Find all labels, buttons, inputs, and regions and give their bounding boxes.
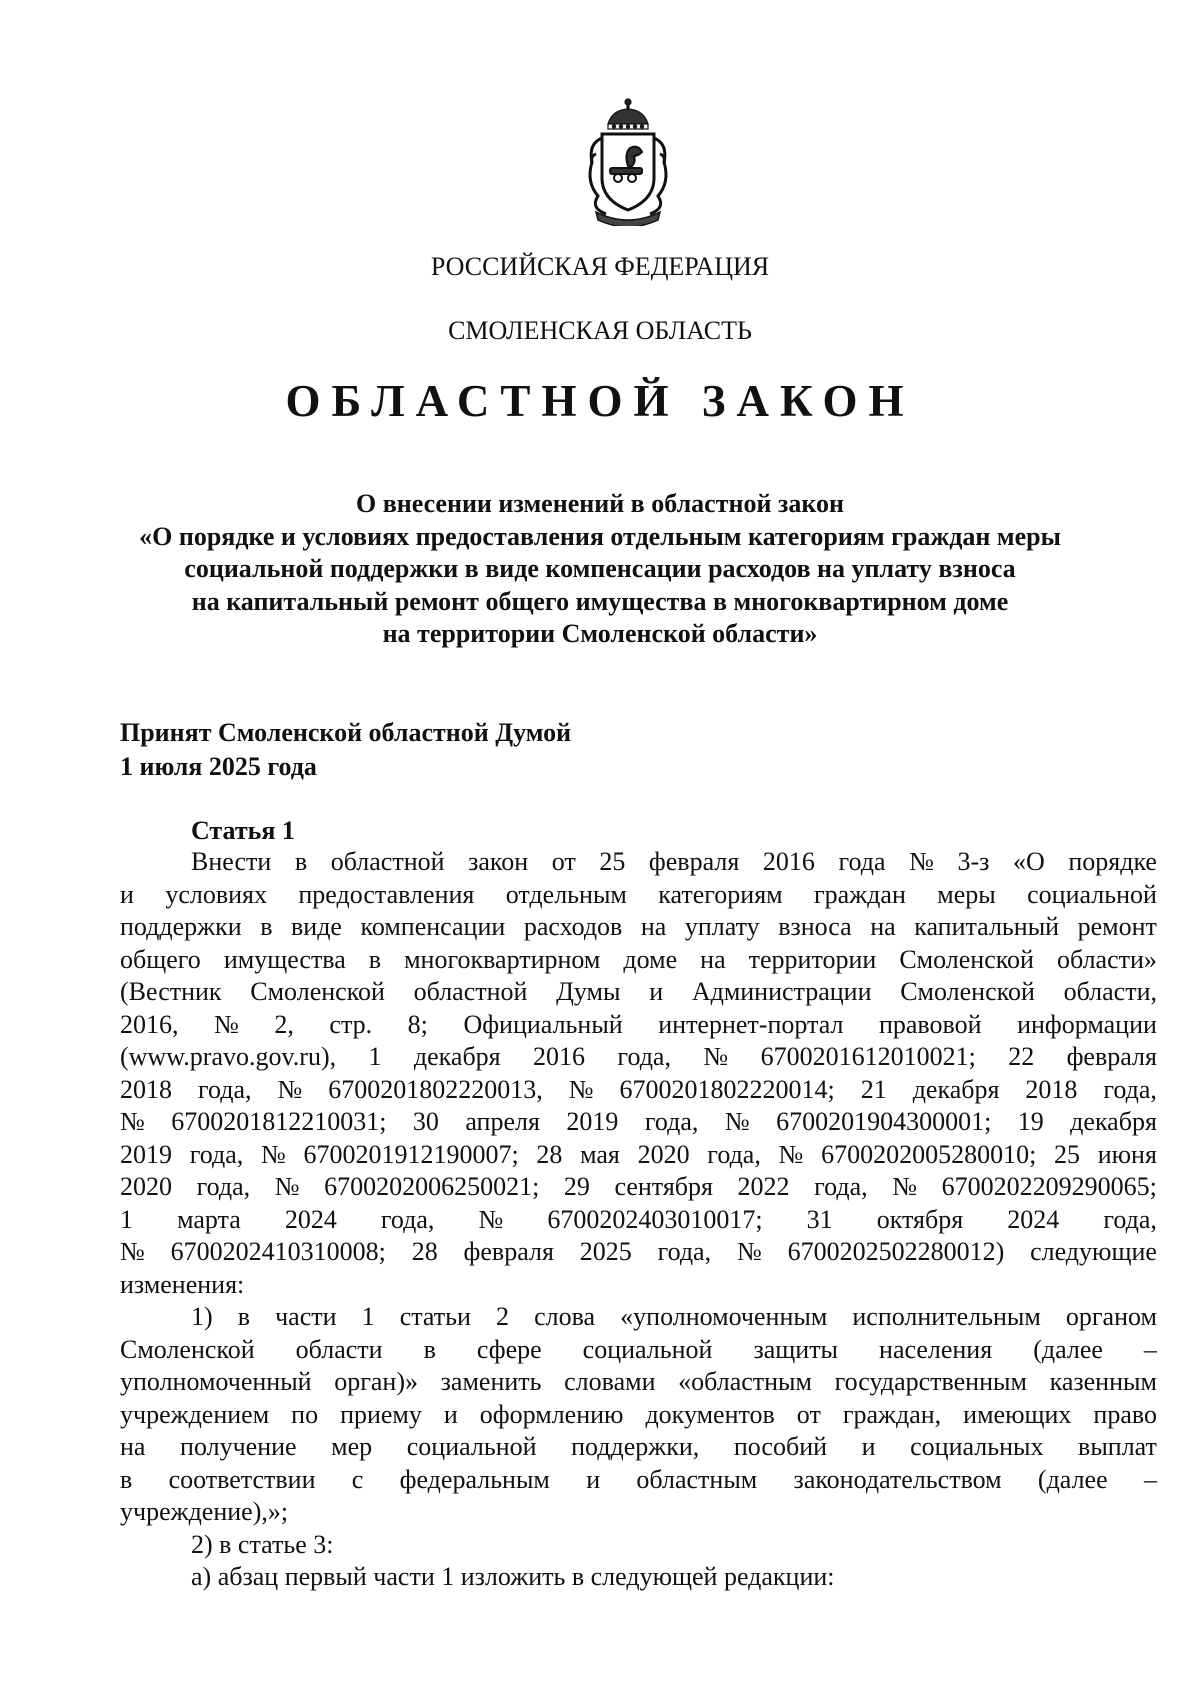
law-title bbox=[100, 488, 1100, 651]
article-text-line: учреждение),»; bbox=[120, 1497, 289, 1526]
article-text-line: изменения: bbox=[120, 1269, 245, 1299]
article-text-line: а) абзац первый части 1 изложить в следующей редакции: bbox=[191, 1562, 835, 1591]
country-name: РОССИЙСКАЯ ФЕДЕРАЦИЯ bbox=[430, 252, 770, 281]
law-title-line: на территории Смоленской области» bbox=[382, 619, 818, 648]
article-text-line: учреждением по приему и оформлению документов от граждан, имеющих право bbox=[120, 1399, 1157, 1429]
article-body bbox=[120, 846, 1157, 1594]
law-title-line: «О порядке и условиях предоставления отдельным категориям граждан меры bbox=[139, 521, 1061, 551]
article-text-line: 2016, № 2, стр. 8; Официальный интернет-портал правовой информации bbox=[120, 1009, 1157, 1039]
article-text-line: общего имущества в многоквартирном доме на территории Смоленской области» bbox=[120, 944, 1157, 974]
law-title-line: О внесении изменений в областной закон bbox=[355, 489, 845, 518]
article-heading: Статья 1 bbox=[191, 816, 295, 845]
coat-of-arms-icon bbox=[572, 96, 684, 226]
article-text-line: 2) в статье 3: bbox=[191, 1529, 334, 1559]
article-text-line: на получение мер социальной поддержки, пособий и социальных выплат bbox=[120, 1432, 1157, 1461]
adoption-date: 1 июля 2025 года bbox=[120, 752, 317, 781]
adoption-body: Принят Смоленской областной Думой bbox=[120, 718, 572, 747]
article-text-line: поддержки в виде компенсации расходов на уплату взноса на капитальный ремонт bbox=[120, 912, 1157, 941]
article-text-line: в соответствии с федеральным и областным законодательством (далее – bbox=[120, 1464, 1157, 1494]
article-text-line: (www.pravo.gov.ru), 1 декабря 2016 года, № 6700201612010021; 22 февраля bbox=[120, 1042, 1157, 1071]
article-text-line: Внести в областной закон от 25 февраля 2016 года № 3-з «О порядке bbox=[191, 847, 1157, 876]
article-text-line: 2018 года, № 6700201802220013, № 6700201802220014; 21 декабря 2018 года, bbox=[120, 1074, 1157, 1104]
adoption-info bbox=[120, 716, 571, 784]
article-text-line: уполномоченный орган)» заменить словами «областным государственным казенным bbox=[120, 1367, 1157, 1396]
region-name: СМОЛЕНСКАЯ ОБЛАСТЬ bbox=[448, 316, 752, 345]
law-title-line: на капитальный ремонт общего имущества в многоквартирном доме bbox=[191, 586, 1009, 616]
document-type: ОБЛАСТНОЙ ЗАКОН bbox=[285, 376, 915, 426]
article-text-line: 2020 года, № 6700202006250021; 29 сентября 2022 года, № 6700202209290065; bbox=[120, 1172, 1157, 1201]
law-title-line: социальной поддержки в виде компенсации расходов на уплату взноса bbox=[184, 554, 1016, 583]
article-text-line: (Вестник Смоленской областной Думы и Администрации Смоленской области, bbox=[120, 977, 1157, 1006]
article-text-line: № 6700202410310008; 28 февраля 2025 года, № 6700202502280012) следующие bbox=[120, 1237, 1157, 1266]
article-text-line: 1 марта 2024 года, № 6700202403010017; 31 октября 2024 года, bbox=[120, 1204, 1157, 1234]
article-text-line: 1) в части 1 статьи 2 слова «уполномоченным исполнительным органом bbox=[191, 1302, 1157, 1331]
article-text-line: 2019 года, № 6700201912190007; 28 мая 2020 года, № 6700202005280010; 25 июня bbox=[120, 1139, 1157, 1169]
article-text-line: Смоленской области в сфере социальной защиты населения (далее – bbox=[120, 1334, 1157, 1364]
article-text-line: и условиях предоставления отдельным категориям граждан меры социальной bbox=[120, 879, 1157, 909]
article-text-line: № 6700201812210031; 30 апреля 2019 года, № 6700201904300001; 19 декабря bbox=[120, 1107, 1157, 1136]
